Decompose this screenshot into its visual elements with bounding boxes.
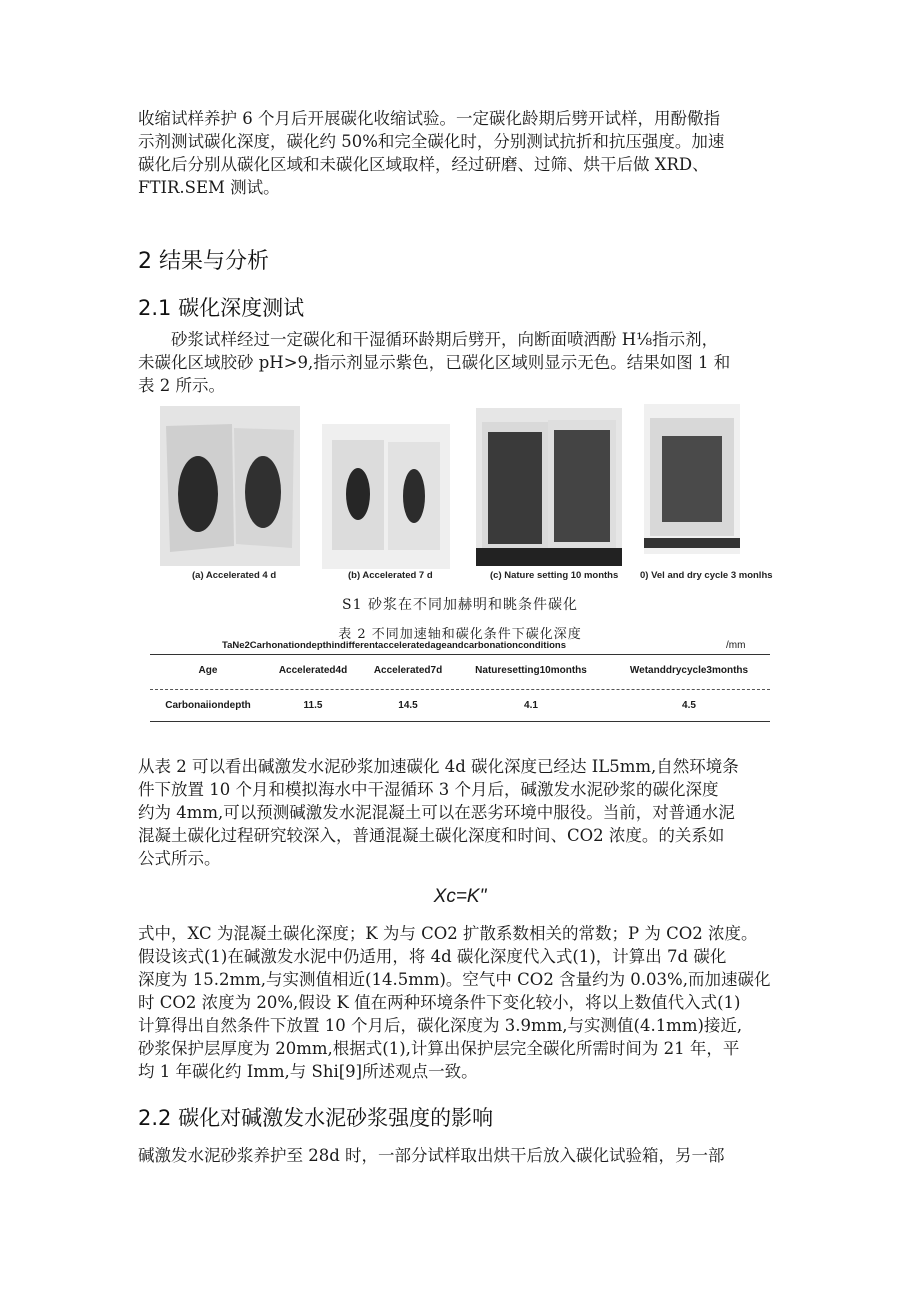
table-header-cell: Accelerated4d — [278, 665, 348, 676]
text-line: 混凝土碳化过程研究较深入，普通混凝土碳化深度和时间、CO2 浓度。的关系如 — [138, 826, 725, 845]
text-line: 未碳化区域胶砂 pH>9,指示剂显示紫色，已碳化区域则显示无色。结果如图 1 和 — [138, 353, 731, 372]
text-line: 从表 2 可以看出碱激发水泥砂浆加速碳化 4d 碳化深度已经达 IL5mm,自然环境条 — [138, 757, 739, 776]
text-line: 碱激发水泥砂浆养护至 28d 时，一部分试样取出烘干后放入碳化试验箱，另一部 — [138, 1146, 725, 1165]
table-header-cell: Accelerated7d — [373, 665, 443, 676]
photo-wet-dry-cycle — [644, 404, 740, 554]
section-2-2-paragraph — [138, 1144, 788, 1167]
text-line: 碳化后分别从碳化区域和未碳化区域取样，经过研磨、过筛、烘干后做 XRD、 — [138, 155, 709, 174]
table-top-rule — [150, 654, 770, 655]
text-line: 时 CO2 浓度为 20%,假设 K 值在两种环境条件下变化较小，将以上数值代入式(1) — [138, 993, 741, 1012]
figure-caption: S1 砂浆在不同加赫明和眺条件碳化 — [342, 597, 578, 613]
text-line: 深度为 15.2mm,与实测值相近(14.5mm)。空气中 CO2 含量约为 0.03%,而加速碳化 — [138, 970, 771, 989]
text-line: 均 1 年碳化约 Imm,与 Shi[9]所述观点一致。 — [138, 1062, 478, 1081]
text-line: 件下放置 10 个月和模拟海水中干湿循环 3 个月后，碱激发水泥砂浆的碳化深度 — [138, 780, 719, 799]
text-line: 砂浆试样经过一定碳化和干湿循环龄期后劈开，向断面喷洒酚 H⅛指示剂， — [171, 330, 719, 349]
discussion-paragraph — [138, 755, 788, 870]
table-unit: /mm — [726, 640, 746, 651]
table-header-cell: Naturesetting10months — [475, 665, 587, 676]
text-line: FTIR.SEM 测试。 — [138, 178, 280, 197]
table-cell: 4.1 — [524, 700, 538, 711]
figure-subcaption-a: (a) Accelerated 4 d — [192, 570, 277, 581]
photo-accelerated-4d — [160, 406, 300, 566]
text-line: 砂浆保护层厚度为 20mm,根据式(1),计算出保护层完全碳化所需时间为 21 年，平 — [138, 1039, 740, 1058]
table-row-label: Carbonaiiondepth — [165, 700, 251, 711]
text-line: 计算得出自然条件下放置 10 个月后，碳化深度为 3.9mm,与实测值(4.1mm)接近, — [138, 1016, 743, 1035]
text-line: 假设该式(1)在碱激发水泥中仍适用，将 4d 碳化深度代入式(1)，计算出 7d 碳化 — [138, 947, 727, 966]
photo-accelerated-7d — [322, 424, 450, 569]
table-header-cell: Age — [198, 665, 218, 676]
section-2-2-heading: 2.2 碳化对碱激发水泥砂浆强度的影响 — [138, 1106, 494, 1130]
text-line: 收缩试样养护 6 个月后开展碳化收缩试验。一定碳化龄期后劈开试样，用酚儆指 — [138, 109, 720, 128]
text-line: 表 2 所示。 — [138, 376, 225, 395]
figure-subcaption-b: (b) Accelerated 7 d — [348, 570, 433, 581]
figure-subcaption-c: (c) Nature setting 10 months — [490, 570, 619, 581]
text-line: 约为 4mm,可以预测碱激发水泥混凝土可以在恶劣环境中服役。当前，对普通水泥 — [138, 803, 735, 822]
table-bottom-rule — [150, 721, 770, 722]
table-header-cell: Wetanddrycycle3months — [629, 665, 749, 676]
figure-1 — [160, 404, 773, 584]
section-2-1-heading: 2.1 碳化深度测试 — [138, 296, 305, 320]
table-cell: 4.5 — [682, 700, 696, 711]
table-cell: 14.5 — [398, 700, 418, 711]
figure-subcaption-d: 0) Vel and dry cycle 3 monlhs — [640, 570, 773, 581]
table-mid-rule — [150, 689, 770, 690]
intro-paragraph — [138, 107, 788, 199]
text-line: 式中，XC 为混凝土碳化深度；K 为与 CO2 扩散系数相关的常数；P 为 CO2 浓度。 — [138, 924, 758, 943]
text-line: 公式所示。 — [138, 849, 221, 868]
table-caption: 表 2 不同加速轴和碳化条件下碳化深度 — [338, 627, 582, 642]
table-subtitle: TaNe2Carhonationdepthindifferentacceleratedageandcarbonationconditions — [222, 640, 566, 651]
formula-paragraph — [138, 922, 788, 1083]
photo-nature-setting — [476, 408, 622, 566]
formula: Xc=K" — [433, 886, 487, 907]
section-2-1-paragraph — [138, 328, 788, 397]
section-2-heading: 2 结果与分析 — [138, 249, 269, 274]
text-line: 示剂测试碳化深度，碳化约 50%和完全碳化时，分别测试抗折和抗压强度。加速 — [138, 132, 725, 151]
table-cell: 11.5 — [303, 700, 323, 711]
